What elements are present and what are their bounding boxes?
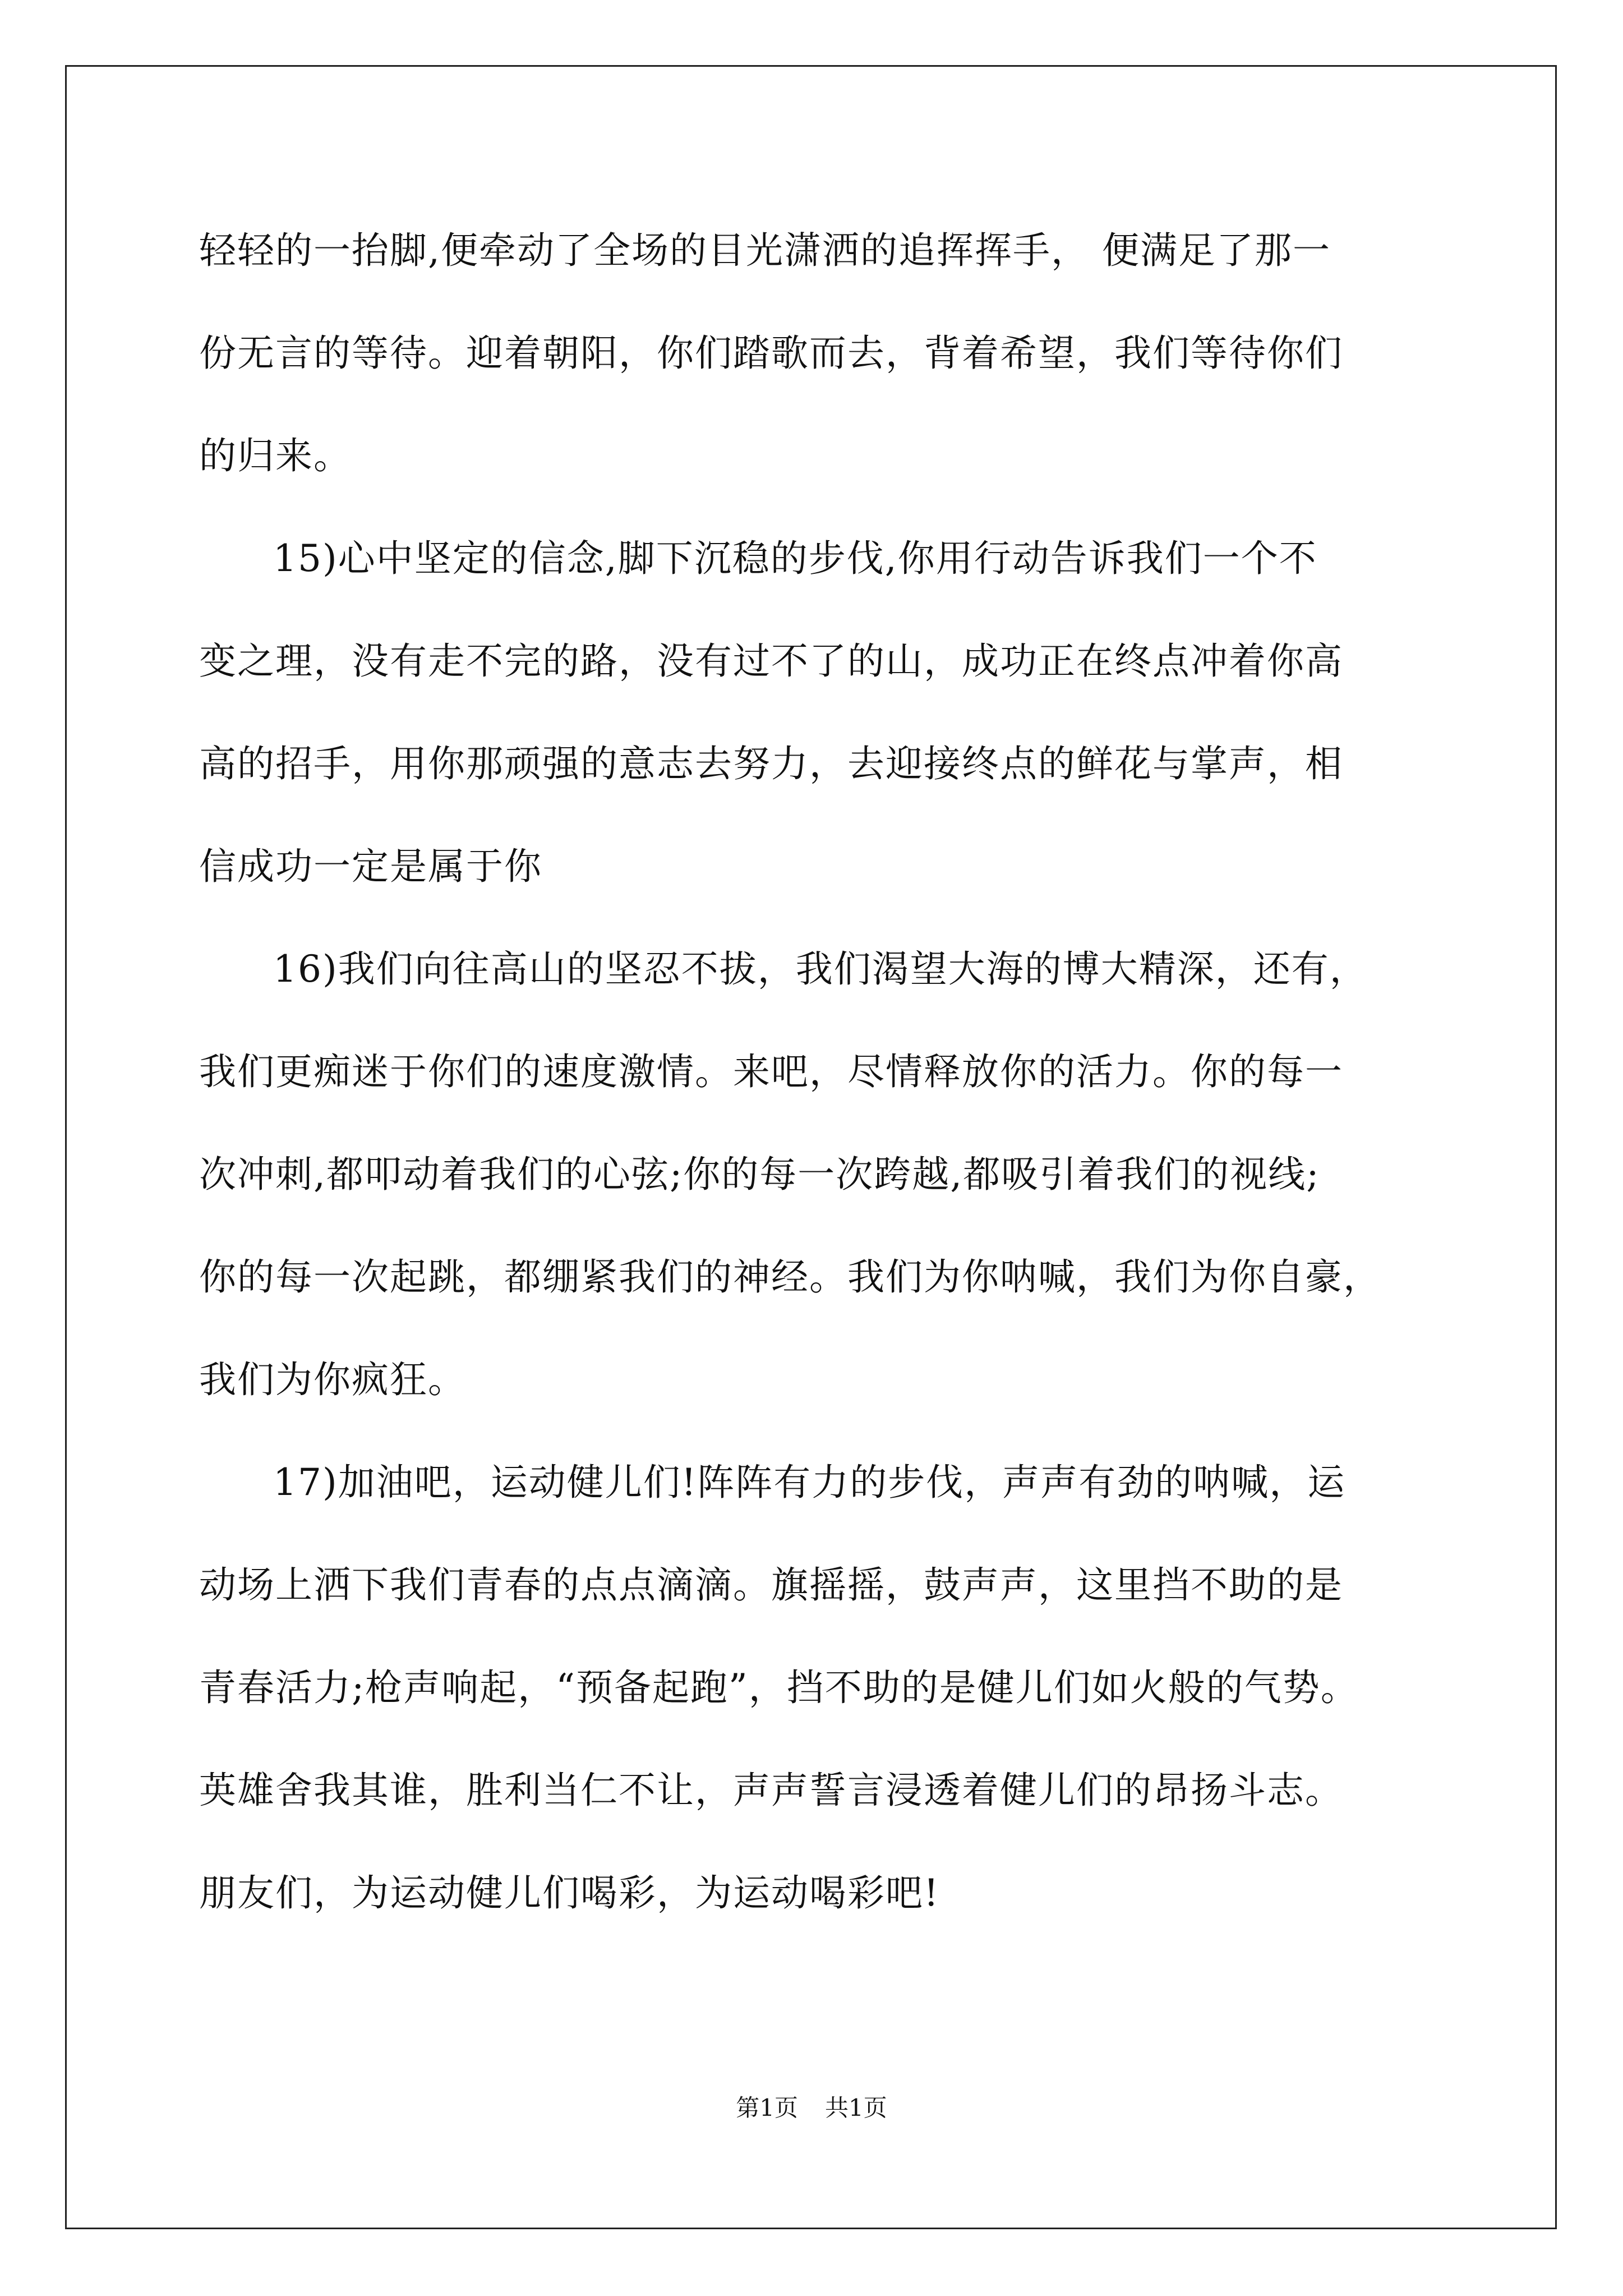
text-line: 信成功一定是属于你 (199, 845, 542, 888)
text-line: 的归来。 (199, 434, 352, 477)
text-line: 我们为你疯狂。 (199, 1358, 466, 1401)
text-line: 高的招手，用你那顽强的意志去努力，去迎接终点的鲜花与掌声，相 (199, 742, 1343, 785)
paragraph-start-16: 16)我们向往高山的坚忍不拔，我们渴望大海的博大精深，还有， (273, 947, 1368, 991)
text-line: 我们更痴迷于你们的速度激情。来吧，尽情释放你的活力。你的每一 (199, 1050, 1343, 1093)
paragraph-start-15: 15)心中坚定的信念,脚下沉稳的步伐,你用行动告诉我们一个不 (273, 537, 1317, 580)
text-line: 次冲刺,都叩动着我们的心弦;你的每一次跨越,都吸引着我们的视线; (199, 1153, 1320, 1196)
document-body (199, 199, 1427, 1944)
text-line: 轻轻的一抬脚,便牵动了全场的目光潇洒的追挥挥手， 便满足了那一 (199, 229, 1331, 272)
text-line: 你的每一次起跳，都绷紧我们的神经。我们为你呐喊，我们为你自豪， (199, 1255, 1381, 1299)
text-line: 朋友们，为运动健儿们喝彩，为运动喝彩吧! (199, 1871, 940, 1915)
text-line: 青春活力;枪声响起，“预备起跑”，挡不助的是健儿们如火般的气势。 (199, 1666, 1359, 1709)
page-footer (0, 2091, 1623, 2125)
page-count: 共1页 (825, 2094, 887, 2122)
text-line: 份无言的等待。迎着朝阳，你们踏歌而去，背着希望，我们等待你们 (199, 332, 1343, 375)
text-line: 动场上洒下我们青春的点点滴滴。旗摇摇，鼓声声，这里挡不助的是 (199, 1563, 1343, 1607)
text-line: 英雄舍我其谁，胜利当仁不让，声声誓言浸透着健儿们的昂扬斗志。 (199, 1769, 1343, 1812)
text-line: 变之理，没有走不完的路，没有过不了的山，成功正在终点冲着你高 (199, 639, 1343, 683)
page-number: 第1页 (736, 2094, 798, 2122)
paragraph-start-17: 17)加油吧，运动健儿们!阵阵有力的步伐，声声有劲的呐喊，运 (273, 1461, 1346, 1504)
